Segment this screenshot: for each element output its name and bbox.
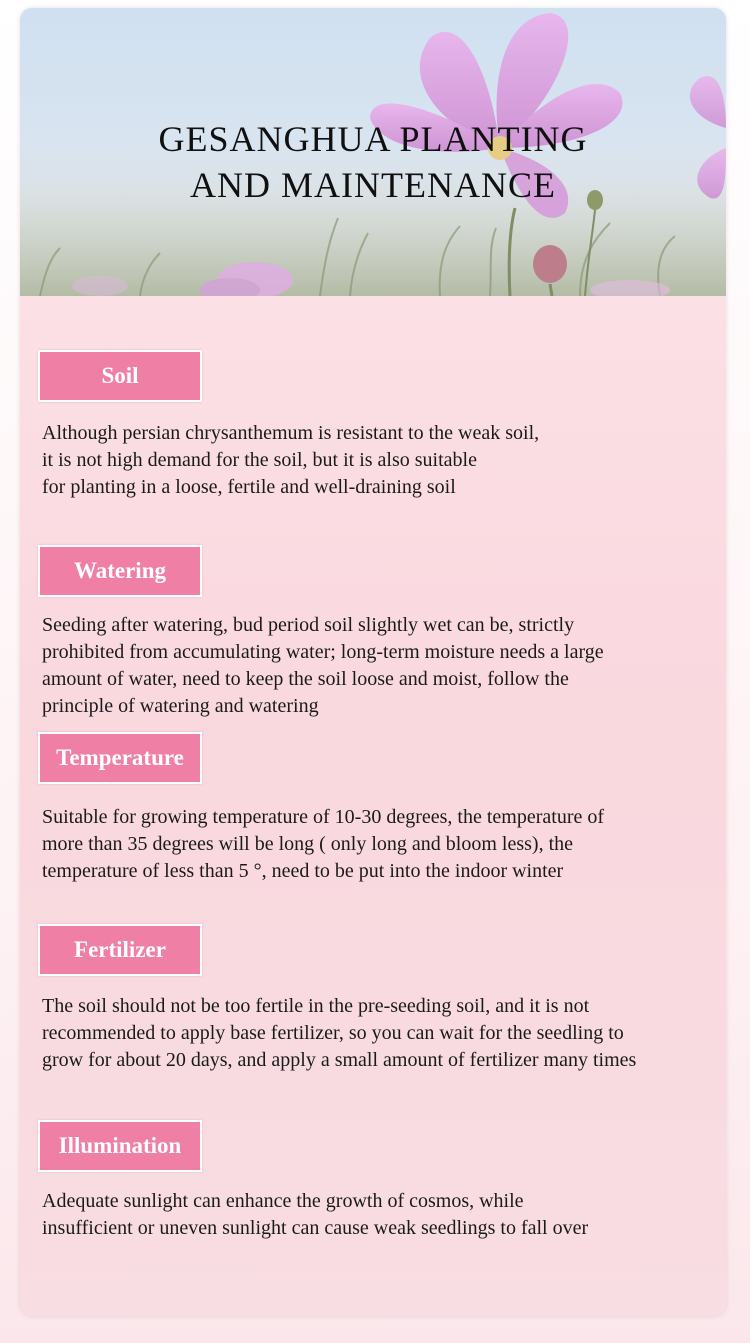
section-tag-soil: Soil: [38, 350, 202, 402]
section-text-illumination: Adequate sunlight can enhance the growth of cosmos, while insufficient or uneven sunlight can cause weak seedlings to fall over: [42, 1190, 589, 1239]
section-tag-fertilizer: Fertilizer: [38, 924, 202, 976]
section-tag-illumination: Illumination: [38, 1120, 202, 1172]
section-text-watering: Seeding after watering, bud period soil slightly wet can be, strictly prohibited from accumulating water; long-term moisture needs a large amount of water, need to keep the soil loose and moist, follow the principle of watering and watering: [42, 614, 604, 717]
content-card: [20, 8, 726, 1316]
page-title-line2: AND MAINTENANCE: [190, 165, 556, 205]
section-text-soil: Although persian chrysanthemum is resistant to the weak soil, it is not high demand for the soil, but it is also suitable for planting in a loose, fertile and well-draining soil: [42, 422, 540, 498]
page-title: [20, 116, 726, 208]
section-text-temperature: Suitable for growing temperature of 10-30 degrees, the temperature of more than 35 degrees will be long ( only long and bloom less), the temperature of less than 5 °, need to be put into the indoor winter: [42, 806, 605, 882]
section-text-fertilizer: The soil should not be too fertile in the pre-seeding soil, and it is not recommended to apply base fertilizer, so you can wait for the seedling to grow for about 20 days, and apply a small amount of fertilizer many times: [42, 995, 637, 1071]
page-title-line1: GESANGHUA PLANTING: [158, 119, 588, 159]
section-tag-temperature: Temperature: [38, 732, 202, 784]
section-tag-watering: Watering: [38, 545, 202, 597]
hero-banner: [20, 8, 726, 296]
